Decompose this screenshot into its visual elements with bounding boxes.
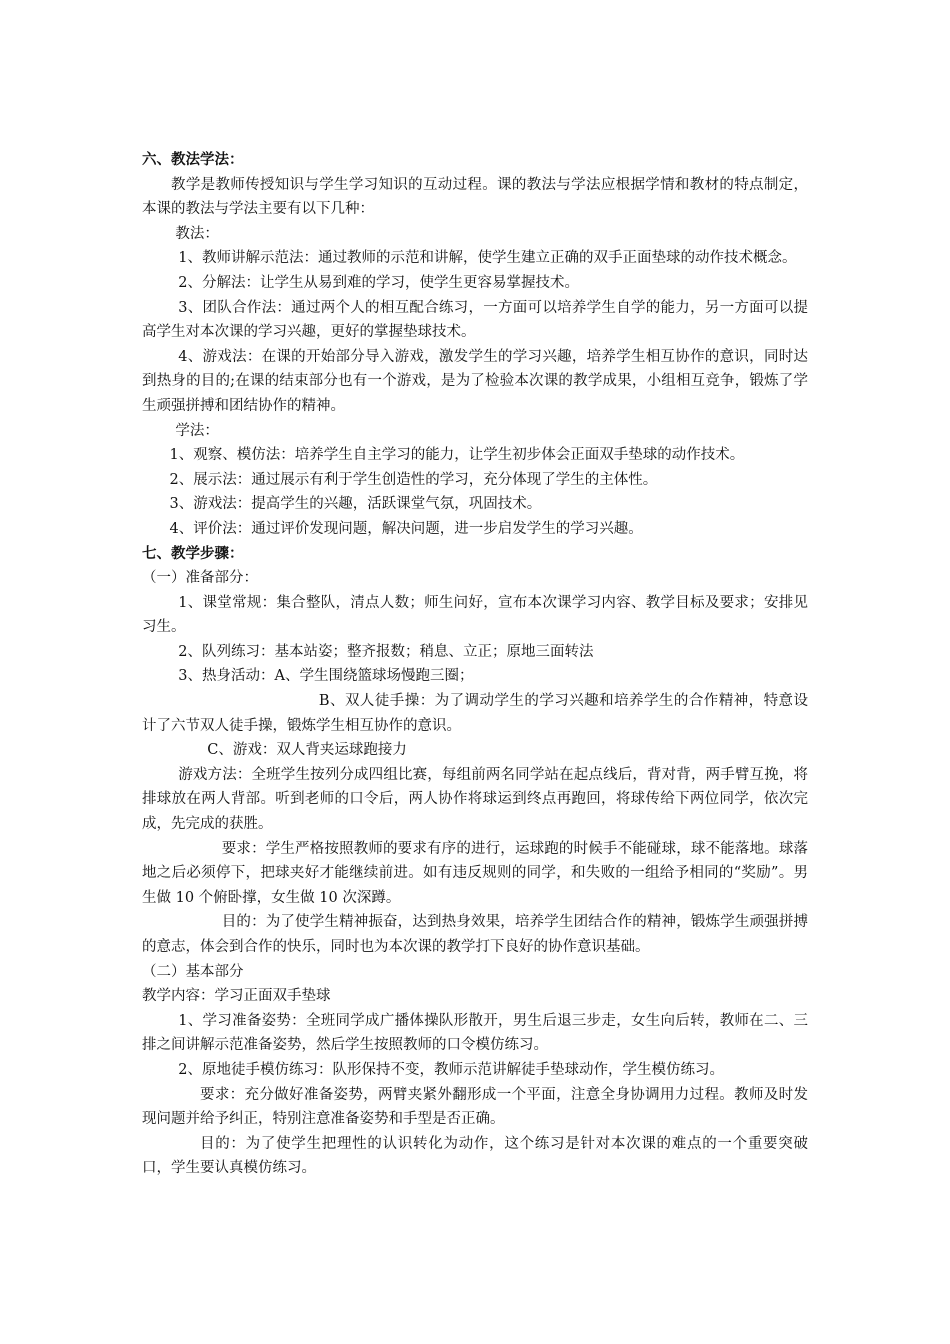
paragraph: 1、学习准备姿势：全班同学成广播体操队形散开，男生后退三步走，女生向后转，教师在二、三排之间讲解示范准备姿势，然后学生按照教师的口令模仿练习。 [142, 1012, 808, 1054]
paragraph: 1、课堂常规：集合整队，清点人数；师生问好，宣布本次课学习内容、教学目标及要求；安排见习生。 [142, 594, 808, 636]
paragraph: 4、游戏法：在课的开始部分导入游戏，激发学生的学习兴趣，培养学生相互协作的意识，同时达到热身的目的;在课的结束部分也有一个游戏，是为了检验本次课的教学成果，小组相互竞争，锻炼了学生顽强拼搏和团结协作的精神。 [142, 348, 808, 414]
paragraph: 3、热身活动：A、学生围绕篮球场慢跑三圈； [178, 668, 474, 685]
paragraph: 1、教师讲解示范法：通过教师的示范和讲解，使学生建立正确的双手正面垫球的动作技术概念。 [178, 250, 797, 267]
section-label-basic: （二）基本部分 [142, 963, 244, 980]
paragraph: 目的：为了使学生把理性的认识转化为动作，这个练习是针对本次课的难点的一个重要突破口，学生要认真模仿练习。 [142, 1135, 808, 1177]
heading-teaching-methods: 六、教法学法： [142, 151, 244, 168]
section-label-preparation: （一）准备部分： [142, 570, 258, 587]
paragraph: 1、观察、模仿法：培养学生自主学习的能力，让学生初步体会正面双手垫球的动作技术。 [169, 447, 745, 464]
paragraph: B、双人徒手操：为了调动学生的学习兴趣和培养学生的合作精神，特意设计了六节双人徒手操，锻炼学生相互协作的意识。 [142, 693, 808, 734]
paragraph: 目的：为了使学生精神振奋，达到热身效果，培养学生团结合作的精神，锻炼学生顽强拼搏的意志，体会到合作的快乐，同时也为本次课的教学打下良好的协作意识基础。 [142, 914, 808, 955]
paragraph: 2、原地徒手模仿练习：队形保持不变，教师示范讲解徒手垫球动作，学生模仿练习。 [178, 1061, 724, 1078]
document-page [142, 148, 808, 1181]
paragraph: 3、游戏法：提高学生的兴趣，活跃课堂气氛，巩固技术。 [169, 496, 542, 513]
paragraph: 要求：充分做好准备姿势，两臂夹紧外翻形成一个平面，注意全身协调用力过程。教师及时发现问题并给予纠正，特别注意准备姿势和手型是否正确。 [142, 1086, 808, 1128]
paragraph: 4、评价法：通过评价发现问题，解决问题，进一步启发学生的学习兴趣。 [169, 520, 643, 537]
paragraph: C、游戏：双人背夹运球跑接力 [207, 742, 407, 759]
paragraph: 3、团队合作法：通过两个人的相互配合练习，一方面可以培养学生自学的能力，另一方面可以提高学生对本次课的学习兴趣，更好的掌握垫球技术。 [142, 299, 808, 341]
teaching-content: 教学内容：学习正面双手垫球 [142, 988, 331, 1005]
subheading-learning-method: 学法： [175, 422, 219, 439]
paragraph: 教学是教师传授知识与学生学习知识的互动过程。课的教法与学法应根据学情和教材的特点制定，本课的教法与学法主要有以下几种： [142, 176, 808, 218]
paragraph: 2、分解法：让学生从易到难的学习，使学生更容易掌握技术。 [178, 274, 579, 291]
paragraph: 要求：学生严格按照教师的要求有序的进行，运球跑的时候手不能碰球，球不能落地。球落地之后必须停下，把球夹好才能继续前进。如有违反规则的同学，和失败的一组给予相同的“奖励”。男生做 10 个俯卧撑，女生做 10 次深蹲。 [142, 840, 808, 906]
paragraph: 2、队列练习：基本站姿；整齐报数；稍息、立正；原地三面转法 [178, 643, 594, 660]
paragraph: 游戏方法：全班学生按列分成四组比赛，每组前两名同学站在起点线后，背对背，两手臂互挽，将排球放在两人背部。听到老师的口令后，两人协作将球运到终点再跑回，将球传给下两位同学，依次完成，先完成的获胜。 [142, 766, 808, 833]
paragraph: 2、展示法：通过展示有利于学生创造性的学习，充分体现了学生的主体性。 [169, 471, 658, 488]
subheading-teaching-method: 教法： [175, 225, 219, 242]
heading-teaching-steps: 七、教学步骤： [142, 544, 244, 562]
